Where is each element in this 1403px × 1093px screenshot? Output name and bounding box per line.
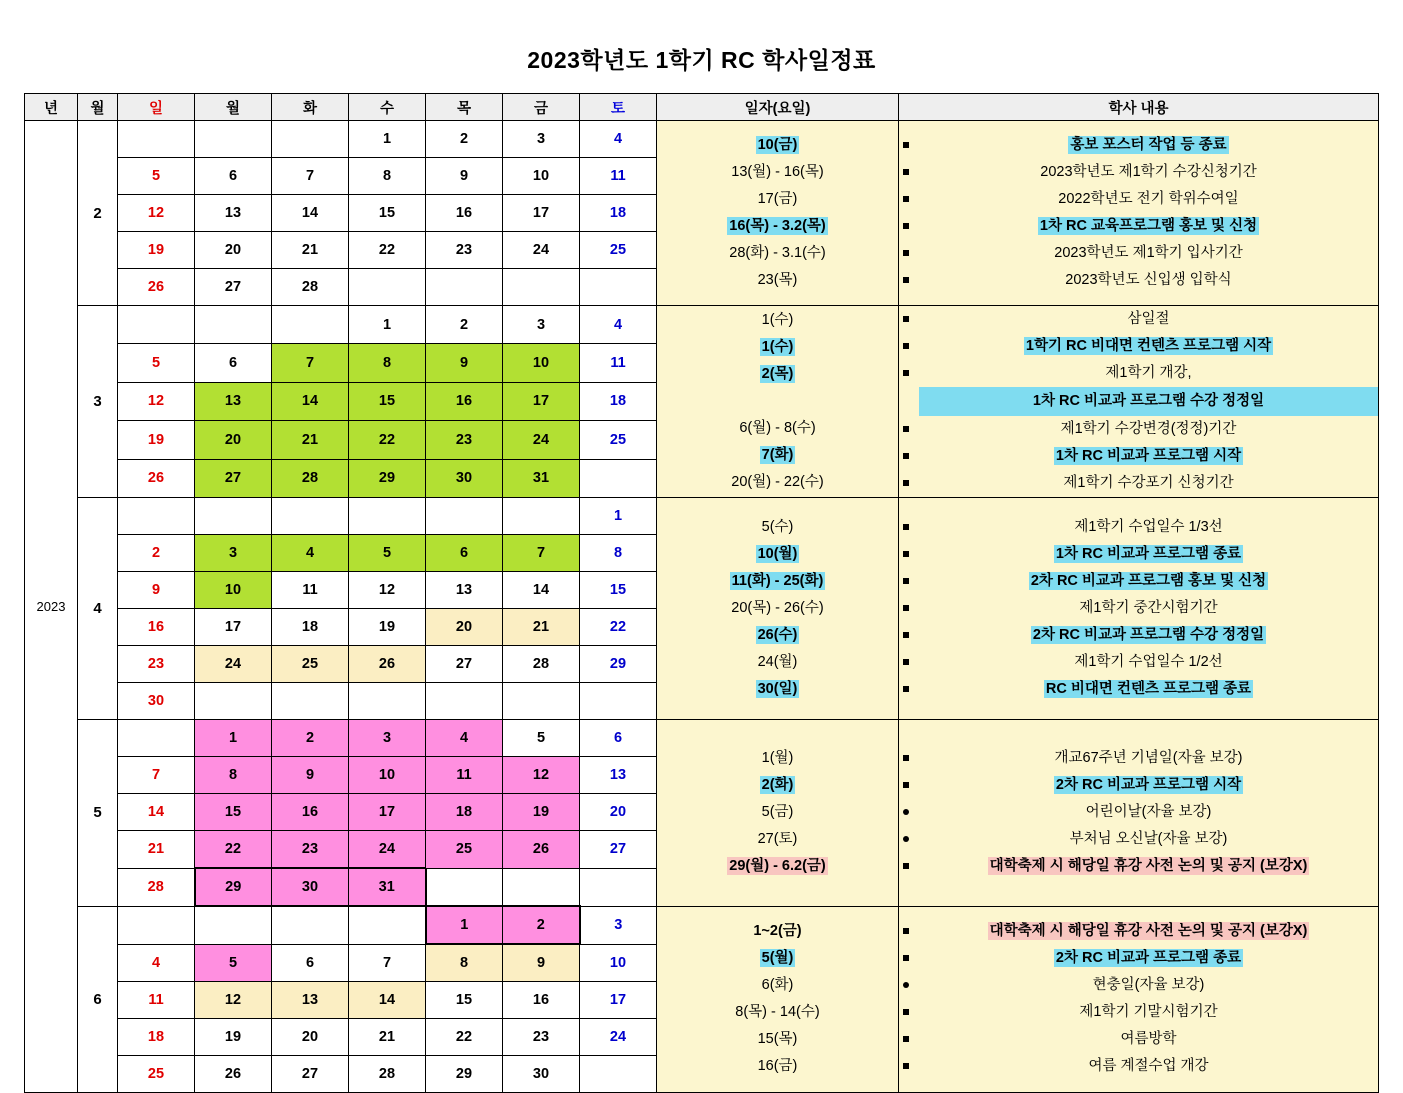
calendar-day-cell[interactable]: 14 bbox=[503, 572, 580, 609]
calendar-day-cell[interactable]: 2 bbox=[426, 121, 503, 158]
schedule-content-item: 2차 RC 비교과 프로그램 홍보 및 신청 bbox=[899, 568, 1378, 595]
calendar-empty-cell bbox=[272, 498, 349, 535]
calendar-empty-cell bbox=[195, 906, 272, 944]
schedule-content-item: 어린이날(자율 보강) bbox=[899, 799, 1378, 826]
calendar-day-cell[interactable]: 2 bbox=[426, 306, 503, 344]
calendar-day-cell[interactable]: 18 bbox=[580, 195, 657, 232]
calendar-day-cell[interactable]: 17 bbox=[503, 382, 580, 420]
calendar-day-cell[interactable]: 6 bbox=[195, 158, 272, 195]
calendar-day-cell[interactable]: 30 bbox=[118, 683, 195, 720]
calendar-day-cell[interactable]: 24 bbox=[503, 232, 580, 269]
calendar-day-cell[interactable]: 16 bbox=[503, 982, 580, 1019]
calendar-day-cell[interactable]: 26 bbox=[349, 646, 426, 683]
calendar-day-cell[interactable]: 5 bbox=[195, 944, 272, 982]
calendar-day-cell[interactable]: 2 bbox=[503, 906, 580, 944]
calendar-day-cell[interactable]: 28 bbox=[272, 459, 349, 497]
schedule-date-line: 11(화) - 25(화) bbox=[731, 573, 824, 589]
calendar-day-cell[interactable]: 10 bbox=[349, 757, 426, 794]
calendar-day-cell[interactable]: 24 bbox=[195, 646, 272, 683]
calendar-week-row bbox=[25, 498, 1379, 535]
schedule-date-line: 20(월) - 22(수) bbox=[731, 474, 824, 490]
calendar-empty-cell bbox=[503, 498, 580, 535]
calendar-empty-cell bbox=[426, 269, 503, 306]
calendar-day-cell[interactable]: 11 bbox=[426, 757, 503, 794]
calendar-day-cell[interactable]: 9 bbox=[426, 344, 503, 382]
calendar-day-cell[interactable]: 20 bbox=[272, 1019, 349, 1056]
header-weekday-sat: 토 bbox=[580, 94, 657, 121]
calendar-day-cell[interactable]: 15 bbox=[349, 382, 426, 420]
calendar-day-cell[interactable]: 22 bbox=[580, 609, 657, 646]
schedule-content-item: 여름 계절수업 개강 bbox=[899, 1053, 1378, 1080]
calendar-day-cell[interactable]: 4 bbox=[580, 121, 657, 158]
schedule-content-cell bbox=[899, 306, 1379, 498]
calendar-week-row bbox=[25, 720, 1379, 757]
schedule-date-line: 20(목) - 26(수) bbox=[731, 600, 824, 616]
calendar-empty-cell bbox=[349, 498, 426, 535]
calendar-empty-cell bbox=[580, 683, 657, 720]
schedule-date-line: 5(금) bbox=[761, 804, 794, 821]
calendar-day-cell[interactable]: 20 bbox=[195, 421, 272, 459]
schedule-date-cell bbox=[657, 306, 899, 498]
schedule-content-cell bbox=[899, 121, 1379, 306]
calendar-day-cell[interactable]: 4 bbox=[580, 306, 657, 344]
calendar-day-cell[interactable]: 15 bbox=[349, 195, 426, 232]
calendar-day-cell[interactable]: 9 bbox=[118, 572, 195, 609]
month-cell: 5 bbox=[78, 720, 118, 907]
schedule-content-item: 2차 RC 비교과 프로그램 수강 정정일 bbox=[899, 622, 1378, 649]
calendar-day-cell[interactable]: 23 bbox=[503, 1019, 580, 1056]
calendar-day-cell[interactable]: 8 bbox=[349, 344, 426, 382]
page-title: 2023학년도 1학기 RC 학사일정표 bbox=[527, 47, 876, 73]
calendar-day-cell[interactable]: 6 bbox=[195, 344, 272, 382]
calendar-day-cell[interactable]: 28 bbox=[503, 646, 580, 683]
calendar-day-cell[interactable]: 9 bbox=[503, 944, 580, 982]
calendar-day-cell[interactable]: 19 bbox=[349, 609, 426, 646]
calendar-day-cell[interactable]: 6 bbox=[426, 535, 503, 572]
calendar-day-cell[interactable]: 10 bbox=[503, 344, 580, 382]
schedule-content-item: 제1학기 중간시험기간 bbox=[899, 595, 1378, 622]
calendar-day-cell[interactable]: 7 bbox=[349, 944, 426, 982]
schedule-date-line: 24(월) bbox=[757, 654, 798, 670]
calendar-day-cell[interactable]: 23 bbox=[118, 646, 195, 683]
schedule-content-item: 1학기 RC 비대면 컨텐츠 프로그램 시작 bbox=[899, 333, 1378, 360]
calendar-day-cell[interactable]: 8 bbox=[195, 757, 272, 794]
calendar-day-cell[interactable]: 7 bbox=[272, 158, 349, 195]
schedule-date-cell bbox=[657, 720, 899, 907]
calendar-day-cell[interactable]: 22 bbox=[195, 831, 272, 869]
schedule-content-item: 대학축제 시 해당일 휴강 사전 논의 및 공지 (보강X) bbox=[899, 918, 1378, 945]
schedule-date-cell bbox=[657, 121, 899, 306]
calendar-day-cell[interactable]: 13 bbox=[426, 572, 503, 609]
schedule-content-item: 대학축제 시 해당일 휴강 사전 논의 및 공지 (보강X) bbox=[899, 853, 1378, 880]
calendar-day-cell[interactable]: 27 bbox=[426, 646, 503, 683]
schedule-content-item: 1차 RC 비교과 프로그램 시작 bbox=[899, 443, 1378, 470]
calendar-day-cell[interactable]: 24 bbox=[580, 1019, 657, 1056]
calendar-empty-cell bbox=[580, 269, 657, 306]
calendar-day-cell[interactable]: 23 bbox=[426, 232, 503, 269]
calendar-day-cell[interactable]: 29 bbox=[195, 868, 272, 906]
header-weekday-sun: 일 bbox=[118, 94, 195, 121]
schedule-date-line: 2(화) bbox=[761, 777, 794, 794]
schedule-date-line: 6(월) - 8(수) bbox=[739, 420, 816, 436]
calendar-empty-cell bbox=[426, 498, 503, 535]
header-month: 월 bbox=[78, 94, 118, 121]
calendar-day-cell[interactable]: 22 bbox=[349, 421, 426, 459]
schedule-date-line: 1(월) bbox=[761, 750, 794, 767]
calendar-day-cell[interactable]: 17 bbox=[503, 195, 580, 232]
calendar-day-cell[interactable]: 17 bbox=[195, 609, 272, 646]
calendar-day-cell[interactable]: 12 bbox=[349, 572, 426, 609]
calendar-day-cell[interactable]: 21 bbox=[272, 232, 349, 269]
schedule-content-item: 2023학년도 신입생 입학식 bbox=[899, 267, 1378, 294]
calendar-day-cell[interactable]: 16 bbox=[426, 382, 503, 420]
calendar-day-cell[interactable]: 14 bbox=[349, 982, 426, 1019]
schedule-date-line: 2(목) bbox=[761, 366, 794, 382]
calendar-day-cell[interactable]: 10 bbox=[195, 572, 272, 609]
schedule-date-line: 30(일) bbox=[757, 681, 798, 697]
calendar-day-cell[interactable]: 5 bbox=[503, 720, 580, 757]
calendar-day-cell[interactable]: 7 bbox=[118, 757, 195, 794]
calendar-day-cell[interactable]: 6 bbox=[580, 720, 657, 757]
calendar-day-cell[interactable]: 19 bbox=[503, 794, 580, 831]
table-header-row bbox=[25, 94, 1379, 121]
header-weekday-tue: 화 bbox=[272, 94, 349, 121]
calendar-day-cell[interactable]: 30 bbox=[272, 868, 349, 906]
calendar-day-cell[interactable]: 12 bbox=[195, 982, 272, 1019]
calendar-day-cell[interactable]: 1 bbox=[349, 121, 426, 158]
schedule-content-item: 제1학기 기말시험기간 bbox=[899, 999, 1378, 1026]
schedule-content-item: 제1학기 수강포기 신청기간 bbox=[899, 470, 1378, 497]
calendar-day-cell[interactable]: 26 bbox=[503, 831, 580, 869]
calendar-day-cell[interactable]: 27 bbox=[195, 269, 272, 306]
calendar-day-cell[interactable]: 8 bbox=[426, 944, 503, 982]
calendar-day-cell[interactable]: 4 bbox=[272, 535, 349, 572]
calendar-day-cell[interactable]: 24 bbox=[349, 831, 426, 869]
calendar-empty-cell bbox=[503, 868, 580, 906]
year-cell: 2023 bbox=[25, 121, 78, 1093]
calendar-empty-cell bbox=[118, 720, 195, 757]
calendar-day-cell[interactable]: 15 bbox=[426, 982, 503, 1019]
calendar-day-cell[interactable]: 29 bbox=[349, 459, 426, 497]
schedule-date-line: 1~2(금) bbox=[753, 923, 802, 940]
calendar-day-cell[interactable]: 16 bbox=[426, 195, 503, 232]
schedule-content-item: 제1학기 수강변경(정정)기간 bbox=[899, 416, 1378, 443]
schedule-date-line: 16(금) bbox=[757, 1058, 798, 1075]
calendar-day-cell[interactable]: 24 bbox=[503, 421, 580, 459]
calendar-day-cell[interactable]: 15 bbox=[195, 794, 272, 831]
calendar-day-cell[interactable]: 17 bbox=[580, 982, 657, 1019]
calendar-day-cell[interactable]: 21 bbox=[349, 1019, 426, 1056]
calendar-empty-cell bbox=[195, 498, 272, 535]
schedule-date-line: 1(수) bbox=[761, 312, 794, 328]
schedule-date-line: 10(금) bbox=[757, 137, 798, 153]
calendar-day-cell[interactable]: 18 bbox=[118, 1019, 195, 1056]
month-cell: 4 bbox=[78, 498, 118, 720]
calendar-day-cell[interactable]: 3 bbox=[580, 906, 657, 944]
calendar-day-cell[interactable]: 28 bbox=[272, 269, 349, 306]
schedule-content-item: 제1학기 개강, 1차 RC 비교과 프로그램 수강 정정일 bbox=[899, 360, 1378, 416]
calendar-day-cell[interactable]: 7 bbox=[272, 344, 349, 382]
calendar-day-cell[interactable]: 23 bbox=[272, 831, 349, 869]
schedule-content-item: 홍보 포스터 작업 등 종료 bbox=[899, 132, 1378, 159]
calendar-empty-cell bbox=[195, 121, 272, 158]
schedule-date-line: 6(화) bbox=[761, 977, 794, 994]
calendar-day-cell[interactable]: 1 bbox=[426, 906, 503, 944]
calendar-day-cell[interactable]: 10 bbox=[503, 158, 580, 195]
calendar-day-cell[interactable]: 8 bbox=[349, 158, 426, 195]
schedule-date-line: 23(목) bbox=[757, 272, 798, 288]
calendar-day-cell[interactable]: 9 bbox=[426, 158, 503, 195]
calendar-week-row bbox=[25, 906, 1379, 944]
calendar-empty-cell bbox=[426, 683, 503, 720]
schedule-content-item: 제1학기 수업일수 1/3선 bbox=[899, 514, 1378, 541]
schedule-content-cell bbox=[899, 720, 1379, 907]
calendar-day-cell[interactable]: 27 bbox=[195, 459, 272, 497]
schedule-date-line: 26(수) bbox=[757, 627, 798, 643]
schedule-content-item: 삼일절 bbox=[899, 306, 1378, 333]
calendar-day-cell[interactable]: 11 bbox=[272, 572, 349, 609]
calendar-day-cell[interactable]: 26 bbox=[118, 459, 195, 497]
schedule-date-line: 13(월) - 16(목) bbox=[731, 164, 824, 180]
calendar-day-cell[interactable]: 1 bbox=[195, 720, 272, 757]
schedule-date-line bbox=[657, 388, 898, 415]
calendar-day-cell[interactable]: 14 bbox=[272, 195, 349, 232]
calendar-day-cell[interactable]: 14 bbox=[118, 794, 195, 831]
month-cell: 3 bbox=[78, 306, 118, 498]
calendar-day-cell[interactable]: 31 bbox=[503, 459, 580, 497]
calendar-day-cell[interactable]: 19 bbox=[118, 421, 195, 459]
calendar-day-cell[interactable]: 22 bbox=[349, 232, 426, 269]
calendar-empty-cell bbox=[580, 459, 657, 497]
calendar-day-cell[interactable]: 3 bbox=[349, 720, 426, 757]
calendar-day-cell[interactable]: 26 bbox=[195, 1056, 272, 1093]
calendar-empty-cell bbox=[426, 868, 503, 906]
calendar-day-cell[interactable]: 11 bbox=[580, 344, 657, 382]
calendar-day-cell[interactable]: 22 bbox=[426, 1019, 503, 1056]
calendar-day-cell[interactable]: 12 bbox=[118, 382, 195, 420]
calendar-day-cell[interactable]: 13 bbox=[195, 195, 272, 232]
calendar-day-cell[interactable]: 27 bbox=[272, 1056, 349, 1093]
header-content: 학사 내용 bbox=[899, 94, 1379, 121]
calendar-day-cell[interactable]: 23 bbox=[426, 421, 503, 459]
calendar-day-cell[interactable]: 25 bbox=[580, 421, 657, 459]
calendar-day-cell[interactable]: 27 bbox=[580, 831, 657, 869]
calendar-empty-cell bbox=[118, 498, 195, 535]
calendar-empty-cell bbox=[580, 868, 657, 906]
schedule-date-cell bbox=[657, 498, 899, 720]
calendar-day-cell[interactable]: 25 bbox=[580, 232, 657, 269]
calendar-day-cell[interactable]: 10 bbox=[580, 944, 657, 982]
calendar-day-cell[interactable]: 25 bbox=[272, 646, 349, 683]
calendar-day-cell[interactable]: 1 bbox=[580, 498, 657, 535]
calendar-day-cell[interactable]: 15 bbox=[580, 572, 657, 609]
table-body bbox=[25, 121, 1379, 1093]
calendar-day-cell[interactable]: 26 bbox=[118, 269, 195, 306]
calendar-day-cell[interactable]: 13 bbox=[272, 982, 349, 1019]
schedule-content-item: RC 비대면 컨텐츠 프로그램 종료 bbox=[899, 676, 1378, 703]
calendar-day-cell[interactable]: 3 bbox=[503, 306, 580, 344]
calendar-day-cell[interactable]: 20 bbox=[195, 232, 272, 269]
calendar-day-cell[interactable]: 2 bbox=[272, 720, 349, 757]
schedule-content-cell bbox=[899, 498, 1379, 720]
calendar-week-row bbox=[25, 121, 1379, 158]
calendar-day-cell[interactable]: 14 bbox=[272, 382, 349, 420]
header-weekday-thu: 목 bbox=[426, 94, 503, 121]
calendar-day-cell[interactable]: 31 bbox=[349, 868, 426, 906]
calendar-day-cell[interactable]: 5 bbox=[349, 535, 426, 572]
calendar-day-cell[interactable]: 6 bbox=[272, 944, 349, 982]
schedule-content-item: 여름방학 bbox=[899, 1026, 1378, 1053]
calendar-day-cell[interactable]: 19 bbox=[195, 1019, 272, 1056]
calendar-day-cell[interactable]: 4 bbox=[118, 944, 195, 982]
calendar-empty-cell bbox=[349, 906, 426, 944]
calendar-day-cell[interactable]: 25 bbox=[118, 1056, 195, 1093]
month-cell: 2 bbox=[78, 121, 118, 306]
calendar-day-cell[interactable]: 25 bbox=[426, 831, 503, 869]
schedule-content-item: 2023학년도 제1학기 입사기간 bbox=[899, 240, 1378, 267]
schedule-content-item: 개교67주년 기념일(자율 보강) bbox=[899, 745, 1378, 772]
schedule-content-item: 1차 RC 교육프로그램 홍보 및 신청 bbox=[899, 213, 1378, 240]
header-year: 년 bbox=[25, 94, 78, 121]
schedule-date-line: 16(목) - 3.2(목) bbox=[729, 218, 826, 234]
schedule-date-line: 27(토) bbox=[757, 831, 798, 848]
calendar-day-cell[interactable]: 11 bbox=[580, 158, 657, 195]
calendar-day-cell[interactable]: 17 bbox=[349, 794, 426, 831]
schedule-date-line: 15(목) bbox=[757, 1031, 798, 1048]
calendar-empty-cell bbox=[272, 906, 349, 944]
schedule-date-line: 29(월) - 6.2(금) bbox=[729, 858, 826, 875]
calendar-day-cell[interactable]: 18 bbox=[272, 609, 349, 646]
calendar-empty-cell bbox=[503, 269, 580, 306]
calendar-day-cell[interactable]: 7 bbox=[503, 535, 580, 572]
schedule-date-line: 1(수) bbox=[761, 339, 794, 355]
calendar-day-cell[interactable]: 3 bbox=[195, 535, 272, 572]
calendar-empty-cell bbox=[118, 306, 195, 344]
calendar-day-cell[interactable]: 30 bbox=[426, 459, 503, 497]
calendar-day-cell[interactable]: 5 bbox=[118, 158, 195, 195]
calendar-day-cell[interactable]: 16 bbox=[118, 609, 195, 646]
calendar-day-cell[interactable]: 20 bbox=[426, 609, 503, 646]
calendar-day-cell[interactable]: 5 bbox=[118, 344, 195, 382]
schedule-date-line: 10(월) bbox=[757, 546, 798, 562]
calendar-day-cell[interactable]: 12 bbox=[118, 195, 195, 232]
calendar-day-cell[interactable]: 28 bbox=[349, 1056, 426, 1093]
month-cell: 6 bbox=[78, 906, 118, 1093]
schedule-content-item: 2023학년도 제1학기 수강신청기간 bbox=[899, 159, 1378, 186]
calendar-day-cell[interactable]: 29 bbox=[580, 646, 657, 683]
calendar-day-cell[interactable]: 13 bbox=[580, 757, 657, 794]
calendar-day-cell[interactable]: 21 bbox=[503, 609, 580, 646]
schedule-date-line: 5(월) bbox=[761, 950, 794, 967]
calendar-day-cell[interactable]: 9 bbox=[272, 757, 349, 794]
calendar-empty-cell bbox=[503, 683, 580, 720]
schedule-content-item: 부처님 오신날(자율 보강) bbox=[899, 826, 1378, 853]
header-date: 일자(요일) bbox=[657, 94, 899, 121]
calendar-empty-cell bbox=[272, 306, 349, 344]
schedule-content-item: 1차 RC 비교과 프로그램 종료 bbox=[899, 541, 1378, 568]
calendar-day-cell[interactable]: 18 bbox=[426, 794, 503, 831]
calendar-week-row bbox=[25, 306, 1379, 344]
calendar-day-cell[interactable]: 20 bbox=[580, 794, 657, 831]
schedule-content-item: 2차 RC 비교과 프로그램 종료 bbox=[899, 945, 1378, 972]
calendar-empty-cell bbox=[349, 683, 426, 720]
calendar-empty-cell bbox=[118, 121, 195, 158]
schedule-content-item: 현충일(자율 보강) bbox=[899, 972, 1378, 999]
calendar-empty-cell bbox=[272, 683, 349, 720]
schedule-date-line: 8(목) - 14(수) bbox=[735, 1004, 820, 1021]
calendar-day-cell[interactable]: 11 bbox=[118, 982, 195, 1019]
schedule-date-cell bbox=[657, 906, 899, 1093]
calendar-day-cell[interactable]: 13 bbox=[195, 382, 272, 420]
calendar-day-cell[interactable]: 21 bbox=[272, 421, 349, 459]
calendar-day-cell[interactable]: 18 bbox=[580, 382, 657, 420]
schedule-date-line: 5(수) bbox=[761, 519, 794, 535]
schedule-content-item: 2차 RC 비교과 프로그램 시작 bbox=[899, 772, 1378, 799]
schedule-date-line: 28(화) - 3.1(수) bbox=[729, 245, 826, 261]
calendar-day-cell[interactable]: 12 bbox=[503, 757, 580, 794]
header-weekday-fri: 금 bbox=[503, 94, 580, 121]
calendar-day-cell[interactable]: 2 bbox=[118, 535, 195, 572]
schedule-date-line: 7(화) bbox=[761, 447, 794, 463]
calendar-day-cell[interactable]: 4 bbox=[426, 720, 503, 757]
calendar-day-cell[interactable]: 1 bbox=[349, 306, 426, 344]
calendar-day-cell[interactable]: 8 bbox=[580, 535, 657, 572]
header-weekday-mon: 월 bbox=[195, 94, 272, 121]
calendar-day-cell[interactable]: 16 bbox=[272, 794, 349, 831]
calendar-day-cell[interactable]: 19 bbox=[118, 232, 195, 269]
schedule-content-cell bbox=[899, 906, 1379, 1093]
calendar-day-cell[interactable]: 28 bbox=[118, 868, 195, 906]
calendar-empty-cell bbox=[349, 269, 426, 306]
calendar-day-cell[interactable]: 3 bbox=[503, 121, 580, 158]
schedule-content-item: 제1학기 수업일수 1/2선 bbox=[899, 649, 1378, 676]
calendar-empty-cell bbox=[195, 683, 272, 720]
calendar-day-cell[interactable]: 29 bbox=[426, 1056, 503, 1093]
academic-calendar-table bbox=[24, 93, 1379, 1093]
calendar-empty-cell bbox=[272, 121, 349, 158]
calendar-empty-cell bbox=[580, 1056, 657, 1093]
schedule-date-line: 17(금) bbox=[757, 191, 798, 207]
schedule-content-item: 2022학년도 전기 학위수여일 bbox=[899, 186, 1378, 213]
header-weekday-wed: 수 bbox=[349, 94, 426, 121]
calendar-day-cell[interactable]: 21 bbox=[118, 831, 195, 869]
calendar-empty-cell bbox=[195, 306, 272, 344]
calendar-empty-cell bbox=[118, 906, 195, 944]
calendar-day-cell[interactable]: 30 bbox=[503, 1056, 580, 1093]
